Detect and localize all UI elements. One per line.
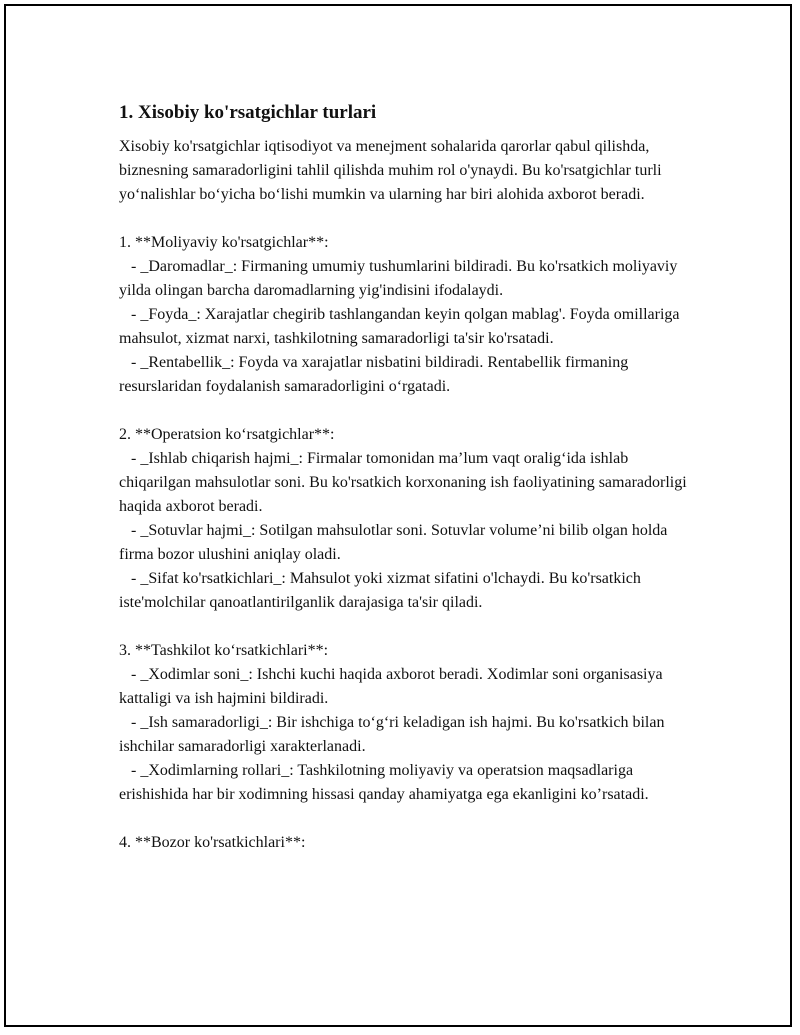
- list-item: - _Sifat ko'rsatkichlari_: Mahsulot yoki xizmat sifatini o'lchaydi. Bu ko'rsatkich iste'molchilar qanoatlantirilganlik darajasiga ta'sir qiladi.: [119, 570, 645, 611]
- section-heading: 4. **Bozor ko'rsatkichlari**:: [119, 834, 306, 851]
- section-heading: 3. **Tashkilot ko‘rsatkichlari**:: [119, 642, 329, 659]
- document-title: 1. Xisobiy ko'rsatgichlar turlari: [119, 102, 377, 123]
- list-item: - _Xodimlar soni_: Ishchi kuchi haqida axborot beradi. Xodimlar soni organisasiya kattaligi va ish hajmini bildiradi.: [119, 666, 667, 707]
- list-item: - _Xodimlarning rollari_: Tashkilotning moliyaviy va operatsion maqsadlariga erishishida har bir xodimning hissasi qanday ahamiyatga ega ekanligini ko’rsatadi.: [119, 762, 649, 803]
- section-financial: [119, 231, 699, 399]
- list-item: - _Ishlab chiqarish hajmi_: Firmalar tomonidan ma’lum vaqt oralig‘ida ishlab chiqarilgan mahsulotlar soni. Bu ko'rsatkich korxonaning ish faoliyatining samaradorligi haqida axborot beradi.: [119, 450, 691, 515]
- section-heading: 2. **Operatsion ko‘rsatgichlar**:: [119, 426, 335, 443]
- section-market: [119, 831, 699, 855]
- list-item: - _Sotuvlar hajmi_: Sotilgan mahsulotlar soni. Sotuvlar volume’ni bilib olgan holda firma bozor ulushini aniqlay oladi.: [119, 522, 672, 563]
- list-item: - _Rentabellik_: Foyda va xarajatlar nisbatini bildiradi. Rentabellik firmaning resurslaridan foydalanish samaradorligini o‘rgatadi.: [119, 354, 633, 395]
- document-content: [119, 101, 699, 879]
- list-item: - _Foyda_: Xarajatlar chegirib tashlangandan keyin qolgan mablag'. Foyda omillariga mahsulot, xizmat narxi, tashkilotning samaradorligi ta'sir ko'rsatadi.: [119, 306, 684, 347]
- section-organization: [119, 639, 699, 807]
- section-heading: 1. **Moliyaviy ko'rsatgichlar**:: [119, 234, 329, 251]
- list-item: - _Ish samaradorligi_: Bir ishchiga to‘g‘ri keladigan ish hajmi. Bu ko'rsatkich bilan ishchilar samaradorligi xarakterlanadi.: [119, 714, 669, 755]
- section-operational: [119, 423, 699, 615]
- document-page: [4, 4, 792, 1027]
- intro-paragraph: Xisobiy ko'rsatgichlar iqtisodiyot va menejment sohalarida qarorlar qabul qilishda, biznesning samaradorligini tahlil qilishda muhim rol o'ynaydi. Bu ko'rsatgichlar turli yo‘nalishlar bo‘yicha bo‘lishi mumkin va ularning har biri alohida axborot beradi.: [119, 138, 662, 203]
- list-item: - _Daromadlar_: Firmaning umumiy tushumlarini bildiradi. Bu ko'rsatkich moliyaviy yilda olingan barcha daromadlarning yig'indisini ifodalaydi.: [119, 258, 682, 299]
